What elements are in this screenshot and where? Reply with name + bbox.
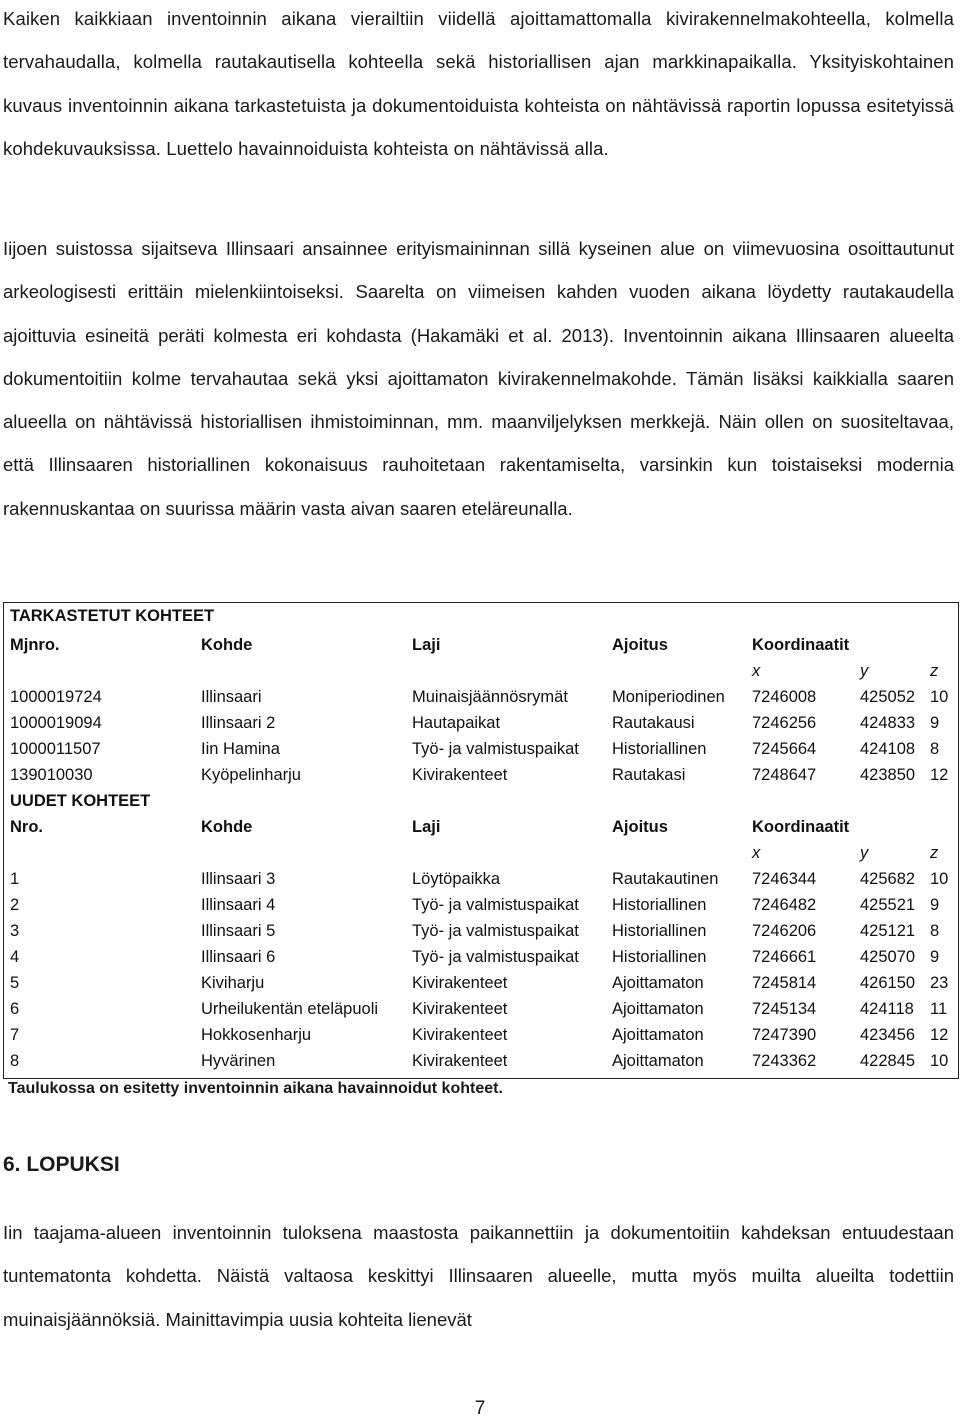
coord-label-y: y <box>860 844 869 862</box>
table-cell: Iin Hamina <box>201 740 280 758</box>
table-cell: 9 <box>930 948 940 966</box>
new-header-row <box>4 814 958 840</box>
table-cell: Kivirakenteet <box>412 1000 508 1018</box>
table-cell: Kyöpelinharju <box>201 766 301 784</box>
table-row <box>4 736 958 762</box>
table-cell: Illinsaari 6 <box>201 948 276 966</box>
checked-section-title: TARKASTETUT KOHTEET <box>10 607 215 625</box>
table-row <box>4 684 958 710</box>
table-row <box>4 970 958 996</box>
table-cell: 23 <box>930 974 949 992</box>
table-cell: 11 <box>930 1000 948 1018</box>
header-ajoitus: Ajoitus <box>612 636 668 654</box>
table-cell: 7 <box>10 1026 20 1044</box>
table-cell: Kivirakenteet <box>412 1052 508 1070</box>
table-cell: 7245814 <box>752 974 817 992</box>
table-cell: 10 <box>930 1052 949 1070</box>
table-cell: 10 <box>930 688 949 706</box>
table-cell: Hyvärinen <box>201 1052 276 1070</box>
table-cell: Työ- ja valmistuspaikat <box>412 948 579 966</box>
table-cell: 7246008 <box>752 688 817 706</box>
table-cell: 4 <box>10 948 20 966</box>
table-cell: 422845 <box>860 1052 916 1070</box>
table-cell: Historiallinen <box>612 948 707 966</box>
table-cell: 5 <box>10 974 20 992</box>
new-coord-labels-row <box>4 840 958 866</box>
table-cell: 1 <box>10 870 20 888</box>
table-cell: 7246482 <box>752 896 817 914</box>
table-cell: 1000019724 <box>10 688 102 706</box>
table-cell: 7243362 <box>752 1052 817 1070</box>
table-cell: 424833 <box>860 714 916 732</box>
table-cell: Kivirakenteet <box>412 974 508 992</box>
coord-label-z: z <box>930 662 939 680</box>
table-cell: 12 <box>930 766 949 784</box>
table-cell: Hautapaikat <box>412 714 501 732</box>
illinsaari-paragraph: Iijoen suistossa sijaitseva Illinsaari ansainnee erityismaininnan sillä kyseinen alue on viimevuosina osoittautunut arkeologisesti erittäin mielenkiintoiseksi. Saarelta on viimeisen kahden vuoden aikana löydetty rautakaudella ajoittuvia esineitä peräti kolmesta eri kohdasta (Hakamäki et al. 2013). Inventoinnin aikana Illinsaaren alueelta dokumentoitiin kolme tervahautaa sekä yksi ajoittamaton kivirakennelmakohde. Tämän lisäksi kaikkialla saaren alueella on nähtävissä historiallisen ihmistoiminnan, mm. maanviljelyksen merkkejä. Näin ollen on suositeltavaa, että Illinsaaren historiallinen kokonaisuus rauhoitetaan rakentamiselta, varsinkin kun toistaiseksi modernia rakennuskantaa on suurissa määrin vasta aivan saaren eteläreunalla. <box>3 238 954 519</box>
coord-label-y: y <box>860 662 869 680</box>
table-cell: Ajoittamaton <box>612 1052 704 1070</box>
checked-coord-labels-row <box>4 658 958 684</box>
table-cell: 7245134 <box>752 1000 817 1018</box>
header-mjnro: Mjnro. <box>10 636 60 654</box>
table-cell: 424108 <box>860 740 916 758</box>
table-cell: Illinsaari 3 <box>201 870 276 888</box>
table-cell: 139010030 <box>10 766 93 784</box>
table-cell: 10 <box>930 870 949 888</box>
table-cell: 8 <box>930 740 940 758</box>
table-row <box>4 892 958 918</box>
table-cell: 425052 <box>860 688 916 706</box>
table-cell: 425121 <box>860 922 916 940</box>
table-cell: 7248647 <box>752 766 817 784</box>
coord-label-z: z <box>930 844 939 862</box>
table-cell: Illinsaari 4 <box>201 896 276 914</box>
table-cell: 426150 <box>860 974 916 992</box>
table-cell: Kivirakenteet <box>412 766 508 784</box>
table-cell: Kiviharju <box>201 974 265 992</box>
table-caption: Taulukossa on esitetty inventoinnin aikana havainnoidut kohteet. <box>8 1080 503 1097</box>
header-ajoitus: Ajoitus <box>612 818 668 836</box>
table-cell: Työ- ja valmistuspaikat <box>412 740 579 758</box>
table-cell: 9 <box>930 714 940 732</box>
table-cell: 423456 <box>860 1026 916 1044</box>
section-heading: 6. LOPUKSI <box>3 1153 120 1176</box>
table-cell: Rautakautinen <box>612 870 719 888</box>
header-laji: Laji <box>412 636 441 654</box>
table-cell: Rautakausi <box>612 714 695 732</box>
table-cell: 12 <box>930 1026 949 1044</box>
table-row <box>4 918 958 944</box>
table-row <box>4 1022 958 1048</box>
table-row <box>4 710 958 736</box>
table-cell: 7247390 <box>752 1026 817 1044</box>
checked-title-row <box>4 603 958 629</box>
table-cell: Moniperiodinen <box>612 688 725 706</box>
table-cell: 423850 <box>860 766 916 784</box>
table-cell: 7246206 <box>752 922 817 940</box>
table-cell: Urheilukentän eteläpuoli <box>201 1000 379 1018</box>
header-kohde: Kohde <box>201 636 253 654</box>
intro-paragraph: Kaiken kaikkiaan inventoinnin aikana vierailtiin viidellä ajoittamattomalla kivirakennelmakohteella, kolmella tervahaudalla, kolmella rautakautisella kohteella sekä historiallisen ajan markkinapaikalla. Yksityiskohtainen kuvaus inventoinnin aikana tarkastetuista ja dokumentoiduista kohteista on nähtävissä raportin lopussa esitetyissä kohdekuvauksissa. Luettelo havainnoiduista kohteista on nähtävissä alla. <box>3 8 954 159</box>
table-cell: 2 <box>10 896 20 914</box>
table-cell: 424118 <box>860 1000 914 1018</box>
checked-header-row <box>4 632 958 658</box>
table-cell: 425521 <box>860 896 916 914</box>
table-cell: Löytöpaikka <box>412 870 501 888</box>
table-cell: Muinaisjäännösrymät <box>412 688 568 706</box>
page-number: 7 <box>474 1398 486 1419</box>
table-cell: 7245664 <box>752 740 817 758</box>
table-cell: Historiallinen <box>612 922 707 940</box>
table-row <box>4 866 958 892</box>
table-cell: Illinsaari 2 <box>201 714 276 732</box>
table-cell: 7246344 <box>752 870 817 888</box>
table-cell: Kivirakenteet <box>412 1026 508 1044</box>
header-koordinaatit: Koordinaatit <box>752 818 850 836</box>
table-cell: 9 <box>930 896 940 914</box>
new-section-title: UUDET KOHTEET <box>10 792 151 810</box>
table-row <box>4 996 958 1022</box>
table-cell: Ajoittamaton <box>612 1026 704 1044</box>
table-cell: Ajoittamaton <box>612 974 704 992</box>
table-cell: 425682 <box>860 870 916 888</box>
table-cell: 1000011507 <box>10 740 101 758</box>
table-cell: 6 <box>10 1000 20 1018</box>
coord-label-x: x <box>752 662 761 680</box>
table-cell: 1000019094 <box>10 714 102 732</box>
new-title-row <box>4 788 958 814</box>
table-cell: 8 <box>930 922 940 940</box>
header-laji: Laji <box>412 818 441 836</box>
table-cell: 3 <box>10 922 20 940</box>
header-koordinaatit: Koordinaatit <box>752 636 850 654</box>
table-cell: 7246661 <box>752 948 817 966</box>
table-row <box>4 944 958 970</box>
sites-table <box>3 602 959 1079</box>
table-row <box>4 1048 958 1074</box>
table-cell: 7246256 <box>752 714 817 732</box>
table-row <box>4 762 958 788</box>
header-kohde: Kohde <box>201 818 253 836</box>
table-cell: 425070 <box>860 948 916 966</box>
table-cell: Historiallinen <box>612 740 707 758</box>
table-cell: Työ- ja valmistuspaikat <box>412 922 579 940</box>
table-cell: Historiallinen <box>612 896 707 914</box>
header-nro: Nro. <box>10 818 43 836</box>
table-cell: Rautakasi <box>612 766 686 784</box>
table-cell: 8 <box>10 1052 20 1070</box>
table-cell: Ajoittamaton <box>612 1000 704 1018</box>
table-cell: Illinsaari 5 <box>201 922 276 940</box>
table-cell: Illinsaari <box>201 688 262 706</box>
conclusion-paragraph: Iin taajama-alueen inventoinnin tuloksena maastosta paikannettiin ja dokumentoitiin kahdeksan entuudestaan tuntematonta kohdetta. Näistä valtaosa keskittyi Illinsaaren alueelle, mutta myös muilta alueilta todettiin muinaisjäännöksiä. Mainittavimpia uusia kohteita lienevät <box>3 1222 954 1330</box>
coord-label-x: x <box>752 844 761 862</box>
table-cell: Hokkosenharju <box>201 1026 312 1044</box>
table-cell: Työ- ja valmistuspaikat <box>412 896 579 914</box>
